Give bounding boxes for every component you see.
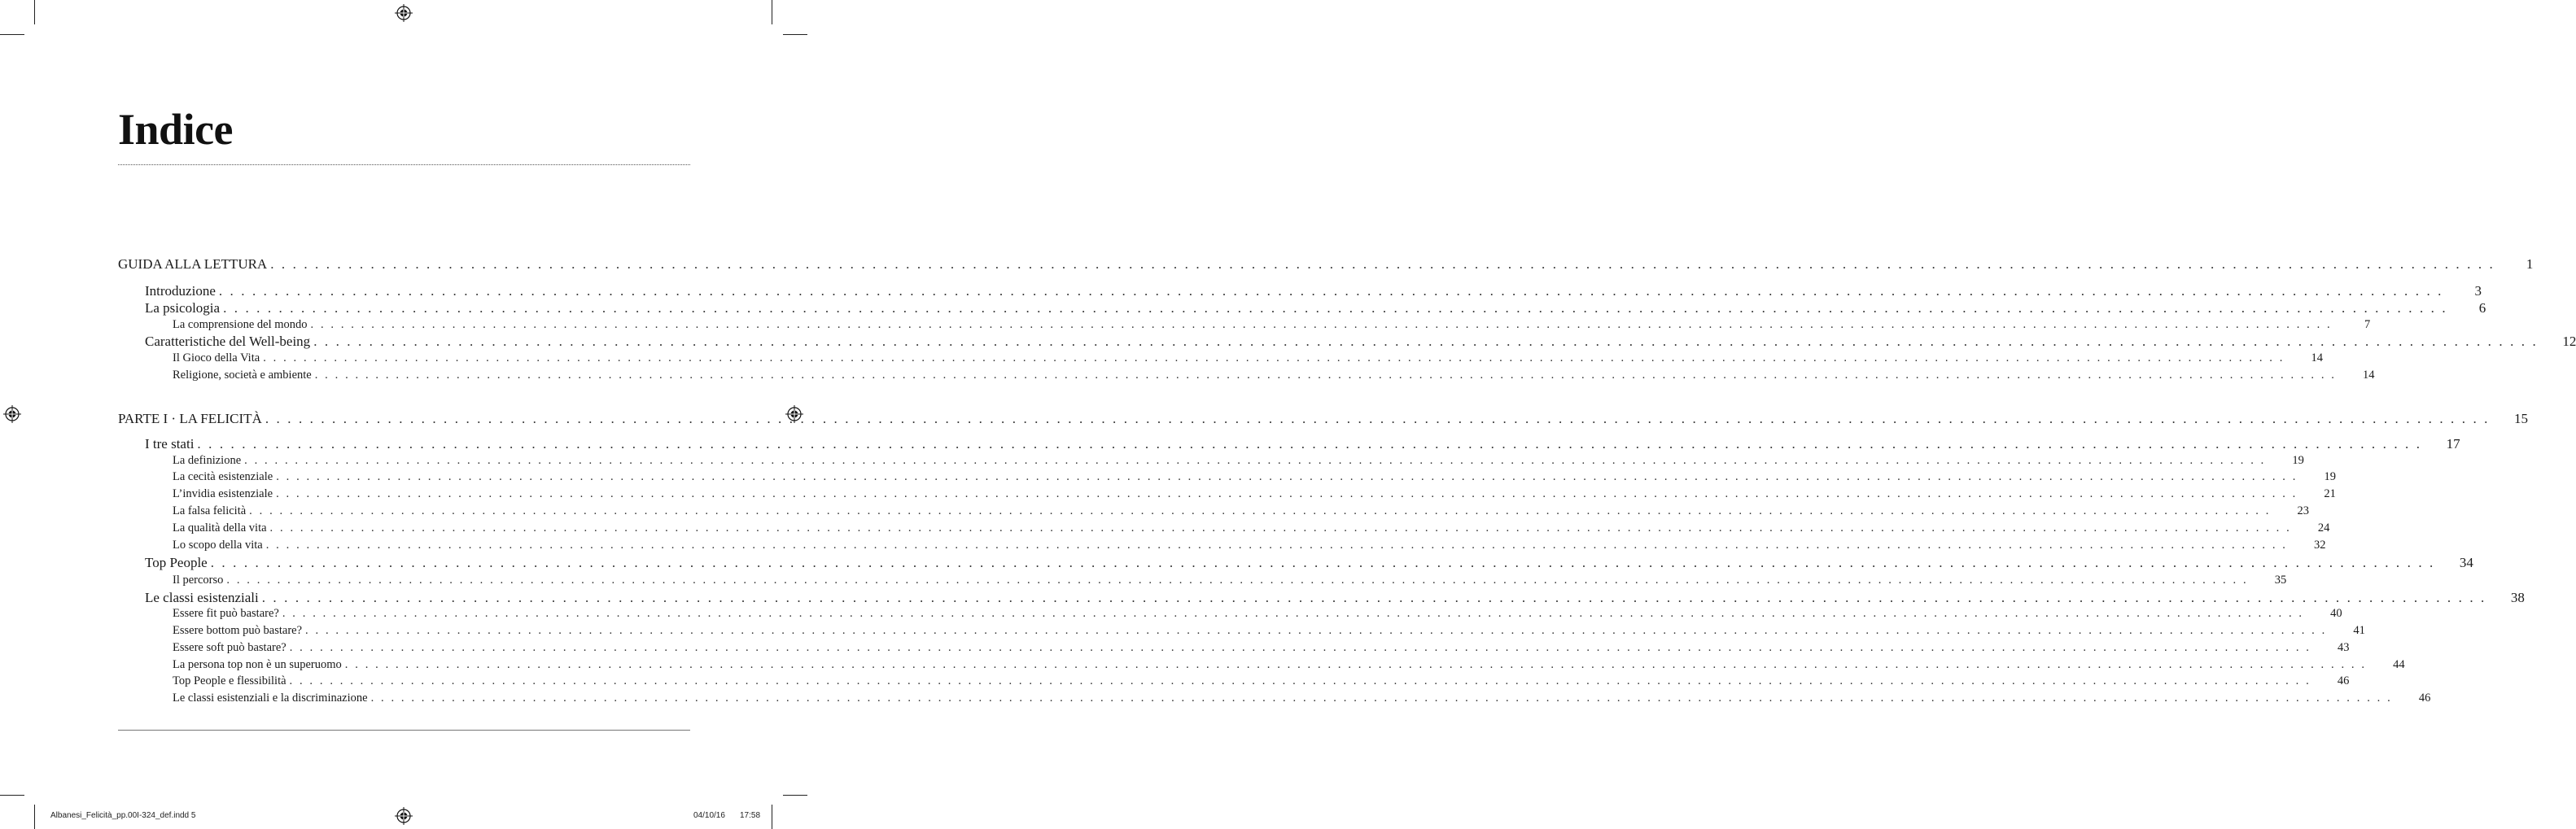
toc-entry — [0, 283, 2482, 299]
toc-entry-title: Il percorso — [173, 574, 224, 587]
toc-entry-page: 41 — [2353, 624, 2365, 637]
toc-entry-title: Il Gioco della Vita — [173, 351, 260, 364]
toc-leader-dots: . . . . . . . . . . . . . . . . . . . . . . . . . . . . . . . . . . . . . . . . . . . . . . . . . . . . . . . . . . . . . . . . . . . . . . . . . . . . . . . . . . . . . . . . . . . . . . . . . . . . . . . . . . . . . . . . . . . . . . . . . . . . . . . . . . . . . . . . . . . . . . . . . . . . . . . . . . . . . . . . . . . . . . . . . . . . . . . . . . . . . . . . . . . . . . . . . . . . . . . . — [289, 641, 2311, 654]
toc-entry-title: La definizione — [173, 454, 242, 467]
toc-entry-page: 44 — [2393, 658, 2405, 671]
toc-entry-page: 15 — [2514, 411, 2529, 426]
toc-entry-page: 23 — [2297, 504, 2309, 517]
toc-entry-title: La persona top non è un superuomo — [173, 658, 342, 671]
toc-leader-dots: . . . . . . . . . . . . . . . . . . . . . . . . . . . . . . . . . . . . . . . . . . . . . . . . . . . . . . . . . . . . . . . . . . . . . . . . . . . . . . . . . . . . . . . . . . . . . . . . . . . . . . . . . . . . . . . . . . . . . . . . . . . . . . . . . . . . . . . . . . . . . . . . . . . . . . . . . . . . . . . . . . . . . . . . . . . . . . . . . . . . . . . . . . . . . . . . . . . . . . . . — [244, 454, 2266, 467]
toc-leader-dots: . . . . . . . . . . . . . . . . . . . . . . . . . . . . . . . . . . . . . . . . . . . . . . . . . . . . . . . . . . . . . . . . . . . . . . . . . . . . . . . . . . . . . . . . . . . . . . . . . . . . . . . . . . . . . . . . . . . . . . . . . . . . . . . . . . . . . . . . . . . . . . . . . . . . . . . . . . . . . . . . . . . . . . . . . . . . . . . . . . . . . . . . . . . . . . . . . . . . . . . . — [218, 283, 2444, 299]
toc-entry — [0, 318, 2371, 332]
toc-entry-page: 35 — [2274, 574, 2287, 587]
toc-entry — [0, 641, 2350, 655]
toc-entry — [0, 555, 2473, 571]
toc-leader-dots: . . . . . . . . . . . . . . . . . . . . . . . . . . . . . . . . . . . . . . . . . . . . . . . . . . . . . . . . . . . . . . . . . . . . . . . . . . . . . . . . . . . . . . . . . . . . . . . . . . . . . . . . . . . . . . . . . . . . . . . . . . . . . . . . . . . . . . . . . . . . . . . . . . . . . . . . . . . . . . . . . . . . . . . . . . . . . . . . . . . . . . . . . . . . . . . . . . . . . . . . — [263, 351, 2285, 364]
toc-leader-dots: . . . . . . . . . . . . . . . . . . . . . . . . . . . . . . . . . . . . . . . . . . . . . . . . . . . . . . . . . . . . . . . . . . . . . . . . . . . . . . . . . . . . . . . . . . . . . . . . . . . . . . . . . . . . . . . . . . . . . . . . . . . . . . . . . . . . . . . . . . . . . . . . . . . . . . . . . . . . . . . . . . . . . . . . . . . . . . . . . . . . . . . . . . . . . . . . . . . . . . . . — [269, 521, 2292, 534]
toc-entry — [0, 624, 2365, 638]
toc-entry-title: Essere fit può bastare? — [173, 607, 279, 620]
toc-leader-dots: . . . . . . . . . . . . . . . . . . . . . . . . . . . . . . . . . . . . . . . . . . . . . . . . . . . . . . . . . . . . . . . . . . . . . . . . . . . . . . . . . . . . . . . . . . . . . . . . . . . . . . . . . . . . . . . . . . . . . . . . . . . . . . . . . . . . . . . . . . . . . . . . . . . . . . . . . . . . . . . . . . . . . . . . . . . . . . . . . . . . . . . . . . . . . . . . . . . . . . . . — [276, 487, 2298, 500]
toc-entry — [0, 590, 2525, 606]
toc-leader-dots: . . . . . . . . . . . . . . . . . . . . . . . . . . . . . . . . . . . . . . . . . . . . . . . . . . . . . . . . . . . . . . . . . . . . . . . . . . . . . . . . . . . . . . . . . . . . . . . . . . . . . . . . . . . . . . . . . . . . . . . . . . . . . . . . . . . . . . . . . . . . . . . . . . . . . . . . . . . . . . . . . . . . . . . . . . . . . . . . . . . . . . . . . . . . . . . . . . . . . . . . — [282, 607, 2304, 620]
registration-mark-icon — [395, 807, 413, 825]
bottom-divider — [118, 730, 690, 731]
toc-leader-dots: . . . . . . . . . . . . . . . . . . . . . . . . . . . . . . . . . . . . . . . . . . . . . . . . . . . . . . . . . . . . . . . . . . . . . . . . . . . . . . . . . . . . . . . . . . . . . . . . . . . . . . . . . . . . . . . . . . . . . . . . . . . . . . . . . . . . . . . . . . . . . . . . . . . . . . . . . . . . . . . . . . . . . . . . . . . . . . . . . . . . . . . . . . . . . . . . . . . . . . . . — [223, 300, 2448, 316]
footer-time: 17:58 — [740, 811, 761, 820]
toc-leader-dots: . . . . . . . . . . . . . . . . . . . . . . . . . . . . . . . . . . . . . . . . . . . . . . . . . . . . . . . . . . . . . . . . . . . . . . . . . . . . . . . . . . . . . . . . . . . . . . . . . . . . . . . . . . . . . . . . . . . . . . . . . . . . . . . . . . . . . . . . . . . . . . . . . . . . . . . . . . . . . . . . . . . . . . . . . . . . . . . . . . . . . . . . . . . . . . . . . . . . . . . . — [313, 334, 2539, 349]
toc-leader-dots: . . . . . . . . . . . . . . . . . . . . . . . . . . . . . . . . . . . . . . . . . . . . . . . . . . . . . . . . . . . . . . . . . . . . . . . . . . . . . . . . . . . . . . . . . . . . . . . . . . . . . . . . . . . . . . . . . . . . . . . . . . . . . . . . . . . . . . . . . . . . . . . . . . . . . . . . . . . . . . . . . . . . . . . . . . . . . . . . . . . . . . . . . . . . . . . . . . . . . . . . — [270, 256, 2495, 272]
toc-entry — [0, 658, 2405, 672]
toc-leader-dots: . . . . . . . . . . . . . . . . . . . . . . . . . . . . . . . . . . . . . . . . . . . . . . . . . . . . . . . . . . . . . . . . . . . . . . . . . . . . . . . . . . . . . . . . . . . . . . . . . . . . . . . . . . . . . . . . . . . . . . . . . . . . . . . . . . . . . . . . . . . . . . . . . . . . . . . . . . . . . . . . . . . . . . . . . . . . . . . . . . . . . . . . . . . . . . . . . . . . . . . . — [370, 692, 2393, 705]
crop-mark-top-left-h — [0, 34, 24, 35]
toc-entry-page: 6 — [2478, 300, 2486, 316]
toc-entry — [0, 521, 2330, 535]
toc-entry-page: 46 — [2337, 674, 2350, 687]
toc-entry-page: 21 — [2324, 487, 2336, 500]
toc-entry-title: Le classi esistenziali — [145, 590, 259, 605]
toc-entry-page: 7 — [2364, 318, 2371, 331]
toc-entry — [0, 256, 2534, 273]
toc-entry-title: La falsa felicità — [173, 504, 247, 517]
toc-entry — [0, 300, 2486, 316]
toc-leader-dots: . . . . . . . . . . . . . . . . . . . . . . . . . . . . . . . . . . . . . . . . . . . . . . . . . . . . . . . . . . . . . . . . . . . . . . . . . . . . . . . . . . . . . . . . . . . . . . . . . . . . . . . . . . . . . . . . . . . . . . . . . . . . . . . . . . . . . . . . . . . . . . . . . . . . . . . . . . . . . . . . . . . . . . . . . . . . . . . . . . . . . . . . . . . . . . . . . . . . . . . . — [265, 539, 2288, 552]
toc-entry-title: GUIDA ALLA LETTURA — [118, 256, 268, 272]
toc-leader-dots: . . . . . . . . . . . . . . . . . . . . . . . . . . . . . . . . . . . . . . . . . . . . . . . . . . . . . . . . . . . . . . . . . . . . . . . . . . . . . . . . . . . . . . . . . . . . . . . . . . . . . . . . . . . . . . . . . . . . . . . . . . . . . . . . . . . . . . . . . . . . . . . . . . . . . . . . . . . . . . . . . . . . . . . . . . . . . . . . . . . . . . . . . . . . . . . . . . . . . . . . — [197, 436, 2422, 452]
toc-leader-dots: . . . . . . . . . . . . . . . . . . . . . . . . . . . . . . . . . . . . . . . . . . . . . . . . . . . . . . . . . . . . . . . . . . . . . . . . . . . . . . . . . . . . . . . . . . . . . . . . . . . . . . . . . . . . . . . . . . . . . . . . . . . . . . . . . . . . . . . . . . . . . . . . . . . . . . . . . . . . . . . . . . . . . . . . . . . . . . . . . . . . . . . . . . . . . . . . . . . . . . . . — [314, 369, 2337, 382]
toc-leader-dots: . . . . . . . . . . . . . . . . . . . . . . . . . . . . . . . . . . . . . . . . . . . . . . . . . . . . . . . . . . . . . . . . . . . . . . . . . . . . . . . . . . . . . . . . . . . . . . . . . . . . . . . . . . . . . . . . . . . . . . . . . . . . . . . . . . . . . . . . . . . . . . . . . . . . . . . . . . . . . . . . . . . . . . . . . . . . . . . . . . . . . . . . . . . . . . . . . . . . . . . . — [344, 658, 2367, 671]
page-title: Indice — [118, 105, 234, 154]
toc-leader-dots: . . . . . . . . . . . . . . . . . . . . . . . . . . . . . . . . . . . . . . . . . . . . . . . . . . . . . . . . . . . . . . . . . . . . . . . . . . . . . . . . . . . . . . . . . . . . . . . . . . . . . . . . . . . . . . . . . . . . . . . . . . . . . . . . . . . . . . . . . . . . . . . . . . . . . . . . . . . . . . . . . . . . . . . . . . . . . . . . . . . . . . . . . . . . . . . . . . . . . . . . — [210, 555, 2435, 570]
toc-entry-title: Lo scopo della vita — [173, 539, 263, 552]
toc-entry — [0, 487, 2336, 501]
toc-entry — [0, 369, 2375, 382]
toc-entry — [0, 334, 2576, 350]
registration-mark-icon — [395, 4, 413, 22]
toc-entry-page: 1 — [2526, 256, 2534, 272]
toc-entry-title: Le classi esistenziali e la discriminazione — [173, 692, 368, 705]
toc-entry-title: I tre stati — [145, 436, 195, 452]
toc-entry-title: Introduzione — [145, 283, 216, 299]
toc-leader-dots: . . . . . . . . . . . . . . . . . . . . . . . . . . . . . . . . . . . . . . . . . . . . . . . . . . . . . . . . . . . . . . . . . . . . . . . . . . . . . . . . . . . . . . . . . . . . . . . . . . . . . . . . . . . . . . . . . . . . . . . . . . . . . . . . . . . . . . . . . . . . . . . . . . . . . . . . . . . . . . . . . . . . . . . . . . . . . . . . . . . . . . . . . . . . . . . . . . . . . . . . — [261, 590, 2486, 605]
toc-entry-page: 3 — [2474, 283, 2482, 299]
toc-entry-page: 24 — [2317, 521, 2330, 534]
crop-mark-top-right-h — [783, 34, 807, 35]
toc-entry-page: 19 — [2324, 470, 2336, 483]
toc-entry — [0, 692, 2431, 705]
toc-leader-dots: . . . . . . . . . . . . . . . . . . . . . . . . . . . . . . . . . . . . . . . . . . . . . . . . . . . . . . . . . . . . . . . . . . . . . . . . . . . . . . . . . . . . . . . . . . . . . . . . . . . . . . . . . . . . . . . . . . . . . . . . . . . . . . . . . . . . . . . . . . . . . . . . . . . . . . . . . . . . . . . . . . . . . . . . . . . . . . . . . . . . . . . . . . . . . . . . . . . . . . . . — [249, 504, 2271, 517]
toc-entry-title: Top People — [145, 555, 208, 570]
footer-date: 04/10/16 — [693, 811, 725, 820]
toc-leader-dots: . . . . . . . . . . . . . . . . . . . . . . . . . . . . . . . . . . . . . . . . . . . . . . . . . . . . . . . . . . . . . . . . . . . . . . . . . . . . . . . . . . . . . . . . . . . . . . . . . . . . . . . . . . . . . . . . . . . . . . . . . . . . . . . . . . . . . . . . . . . . . . . . . . . . . . . . . . . . . . . . . . . . . . . . . . . . . . . . . . . . . . . . . . . . . . . . . . . . . . . . — [265, 411, 2491, 426]
toc-entry-title: L’invidia esistenziale — [173, 487, 273, 500]
toc-entry-page: 17 — [2446, 436, 2460, 452]
toc-entry-page: 43 — [2338, 641, 2350, 654]
toc-entry-title: La cecità esistenziale — [173, 470, 273, 483]
toc-entry-page: 14 — [2363, 369, 2375, 382]
toc-entry-page: 12 — [2562, 334, 2576, 349]
toc-entry — [0, 607, 2342, 621]
toc-entry — [0, 411, 2529, 427]
toc-entry-title: PARTE I · LA FELICITÀ — [118, 411, 262, 426]
toc-entry-title: Caratteristiche del Well-being — [145, 334, 311, 349]
toc-entry — [0, 470, 2336, 484]
toc-entry — [0, 539, 2326, 552]
toc-leader-dots: . . . . . . . . . . . . . . . . . . . . . . . . . . . . . . . . . . . . . . . . . . . . . . . . . . . . . . . . . . . . . . . . . . . . . . . . . . . . . . . . . . . . . . . . . . . . . . . . . . . . . . . . . . . . . . . . . . . . . . . . . . . . . . . . . . . . . . . . . . . . . . . . . . . . . . . . . . . . . . . . . . . . . . . . . . . . . . . . . . . . . . . . . . . . . . . . . . . . . . . . — [310, 318, 2333, 331]
toc-entry-title: Top People e flessibilità — [173, 674, 286, 687]
toc-entry-page: 38 — [2510, 590, 2525, 605]
toc-entry-page: 34 — [2459, 555, 2473, 570]
toc-entry-page: 14 — [2311, 351, 2323, 364]
footer-filename: Albanesi_Felicità_pp.00I-324_def.indd 5 — [50, 811, 196, 820]
toc-entry-page: 46 — [2418, 692, 2431, 705]
toc-leader-dots: . . . . . . . . . . . . . . . . . . . . . . . . . . . . . . . . . . . . . . . . . . . . . . . . . . . . . . . . . . . . . . . . . . . . . . . . . . . . . . . . . . . . . . . . . . . . . . . . . . . . . . . . . . . . . . . . . . . . . . . . . . . . . . . . . . . . . . . . . . . . . . . . . . . . . . . . . . . . . . . . . . . . . . . . . . . . . . . . . . . . . . . . . . . . . . . . . . . . . . . . — [305, 624, 2327, 637]
crop-mark-bottom-left — [34, 805, 35, 829]
toc-entry-title: La psicologia — [145, 300, 221, 316]
toc-entry-page: 32 — [2314, 539, 2326, 552]
toc-entry — [0, 454, 2304, 468]
crop-mark-top-left — [34, 0, 35, 24]
toc-entry-title: La qualità della vita — [173, 521, 267, 534]
toc-entry-page: 40 — [2330, 607, 2342, 620]
crop-mark-bottom-left-h — [0, 795, 24, 796]
toc-entry — [0, 504, 2309, 518]
toc-entry — [0, 574, 2287, 587]
toc-leader-dots: . . . . . . . . . . . . . . . . . . . . . . . . . . . . . . . . . . . . . . . . . . . . . . . . . . . . . . . . . . . . . . . . . . . . . . . . . . . . . . . . . . . . . . . . . . . . . . . . . . . . . . . . . . . . . . . . . . . . . . . . . . . . . . . . . . . . . . . . . . . . . . . . . . . . . . . . . . . . . . . . . . . . . . . . . . . . . . . . . . . . . . . . . . . . . . . . . . . . . . . . — [289, 674, 2311, 687]
toc-entry — [0, 351, 2323, 365]
toc-entry-title: Religione, società e ambiente — [173, 369, 312, 382]
toc-entry-title: Essere bottom può bastare? — [173, 624, 303, 637]
toc-entry-title: Essere soft può bastare? — [173, 641, 286, 654]
toc-leader-dots: . . . . . . . . . . . . . . . . . . . . . . . . . . . . . . . . . . . . . . . . . . . . . . . . . . . . . . . . . . . . . . . . . . . . . . . . . . . . . . . . . . . . . . . . . . . . . . . . . . . . . . . . . . . . . . . . . . . . . . . . . . . . . . . . . . . . . . . . . . . . . . . . . . . . . . . . . . . . . . . . . . . . . . . . . . . . . . . . . . . . . . . . . . . . . . . . . . . . . . . . — [226, 574, 2249, 587]
toc-entry — [0, 674, 2350, 688]
toc-entry-page: 19 — [2292, 454, 2304, 467]
toc-leader-dots: . . . . . . . . . . . . . . . . . . . . . . . . . . . . . . . . . . . . . . . . . . . . . . . . . . . . . . . . . . . . . . . . . . . . . . . . . . . . . . . . . . . . . . . . . . . . . . . . . . . . . . . . . . . . . . . . . . . . . . . . . . . . . . . . . . . . . . . . . . . . . . . . . . . . . . . . . . . . . . . . . . . . . . . . . . . . . . . . . . . . . . . . . . . . . . . . . . . . . . . . — [276, 470, 2298, 483]
toc-entry — [0, 436, 2460, 452]
title-divider — [118, 164, 690, 165]
crop-mark-bottom-right-h — [783, 795, 807, 796]
toc-entry-title: La comprensione del mondo — [173, 318, 308, 331]
